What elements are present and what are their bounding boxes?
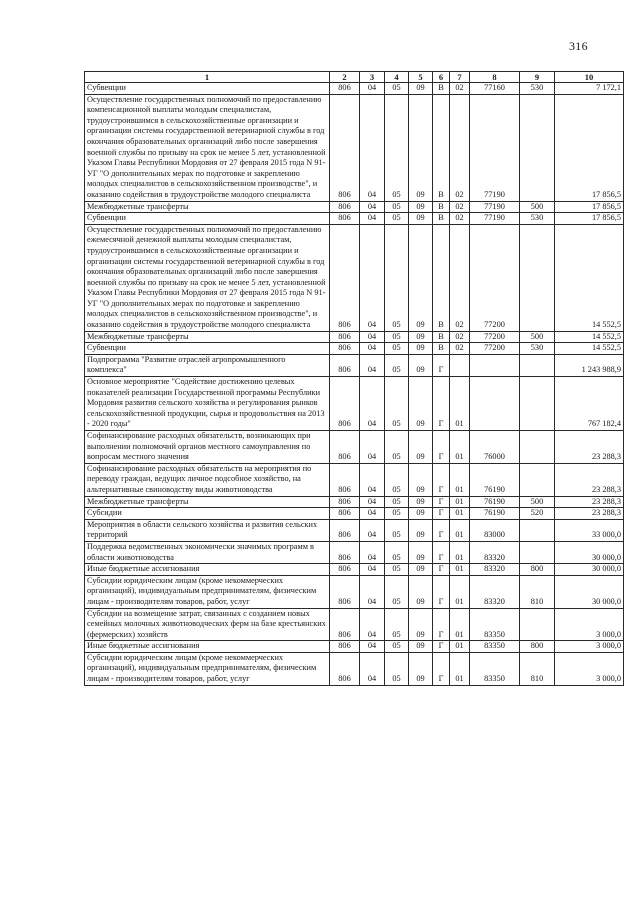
row-name-cell: Субсидии на возмещение затрат, связанных с созданием новых семейных молочных животноводческих ферм на базе крестьянских (фермерских) хозяйств	[85, 608, 330, 641]
column-header: 2	[330, 72, 360, 83]
column-header: 8	[470, 72, 520, 83]
expense-type-code-cell	[520, 541, 555, 563]
direction-code-cell: 76190	[470, 463, 520, 496]
amount-cell: 14 552,5	[555, 224, 624, 331]
grbs-code-cell: 806	[330, 652, 360, 685]
header-row	[85, 72, 624, 83]
program-code-cell: 09	[409, 331, 433, 343]
row-name-cell: Поддержка ведомственных экономически значимых программ в области животноводства	[85, 541, 330, 563]
subsection-code-cell: 05	[385, 652, 409, 685]
section-code-cell: 04	[360, 431, 385, 464]
grbs-code-cell: 806	[330, 508, 360, 520]
expense-type-code-cell: 530	[520, 83, 555, 95]
subprogram-code-cell: Г	[433, 519, 450, 541]
row-name-cell: Иные бюджетные ассигнования	[85, 641, 330, 653]
program-code-cell: 09	[409, 575, 433, 608]
subprogram-code-cell: В	[433, 343, 450, 355]
grbs-code-cell: 806	[330, 463, 360, 496]
expense-type-code-cell	[520, 608, 555, 641]
program-code-cell: 09	[409, 508, 433, 520]
subprogram-code-cell: Г	[433, 575, 450, 608]
amount-cell: 17 856,5	[555, 213, 624, 225]
grbs-code-cell: 806	[330, 94, 360, 201]
subprogram-code-cell: Г	[433, 541, 450, 563]
amount-cell: 33 000,0	[555, 519, 624, 541]
grbs-code-cell: 806	[330, 541, 360, 563]
subprogram-code-cell: В	[433, 224, 450, 331]
grbs-code-cell: 806	[330, 343, 360, 355]
amount-cell: 30 000,0	[555, 564, 624, 576]
event-code-cell: 01	[450, 463, 470, 496]
direction-code-cell: 83320	[470, 564, 520, 576]
amount-cell: 23 288,3	[555, 463, 624, 496]
grbs-code-cell: 806	[330, 201, 360, 213]
row-name-cell: Субвенции	[85, 83, 330, 95]
column-header: 3	[360, 72, 385, 83]
row-name-cell: Осуществление государственных полномочий по предоставлению компенсационной выплаты молодым специалистам, трудоустроившимся в сельскохозяйственные организации и организации системы государственной ветеринарной службы в год окончания образовательных организаций либо после завершения военной службы по призыву на срок не менее 5 лет, установленной Указом Главы Республики Мордовия от 27 февраля 2015 года N 91-УГ "О дополнительных мерах по подготовке и закреплению молодых специалистов в сельскохозяйственном производстве", и оказанию содействия в трудоустройстве молодого специалиста	[85, 94, 330, 201]
direction-code-cell: 77160	[470, 83, 520, 95]
expense-type-code-cell	[520, 377, 555, 431]
table-row	[85, 564, 624, 576]
column-header: 1	[85, 72, 330, 83]
row-name-cell: Осуществление государственных полномочий по предоставлению ежемесячной денежной выплаты молодым специалистам, трудоустроившимся в сельскохозяйственные организации и организации системы государственной ветеринарной службы в год окончания образовательных организаций либо после завершения военной службы по призыву на срок не менее 5 лет, установленной Указом Главы Республики Мордовия от 27 февраля 2015 года N 91-УГ "О дополнительных мерах по подготовке и закреплению молодых специалистов в сельскохозяйственном производстве", и оказанию содействия в трудоустройстве молодого специалиста	[85, 224, 330, 331]
event-code-cell: 01	[450, 652, 470, 685]
amount-cell: 1 243 988,9	[555, 354, 624, 376]
grbs-code-cell: 806	[330, 519, 360, 541]
event-code-cell: 02	[450, 213, 470, 225]
amount-cell: 23 288,3	[555, 508, 624, 520]
event-code-cell: 01	[450, 377, 470, 431]
section-code-cell: 04	[360, 652, 385, 685]
subsection-code-cell: 05	[385, 575, 409, 608]
subprogram-code-cell: Г	[433, 377, 450, 431]
event-code-cell: 02	[450, 201, 470, 213]
expense-type-code-cell: 530	[520, 343, 555, 355]
subsection-code-cell: 05	[385, 94, 409, 201]
table-body	[85, 83, 624, 686]
direction-code-cell	[470, 377, 520, 431]
direction-code-cell: 76190	[470, 496, 520, 508]
amount-cell: 17 856,5	[555, 201, 624, 213]
section-code-cell: 04	[360, 608, 385, 641]
amount-cell: 23 288,3	[555, 496, 624, 508]
table-row	[85, 575, 624, 608]
subprogram-code-cell: Г	[433, 431, 450, 464]
table-row	[85, 94, 624, 201]
expense-type-code-cell: 500	[520, 331, 555, 343]
section-code-cell: 04	[360, 213, 385, 225]
event-code-cell: 01	[450, 608, 470, 641]
program-code-cell: 09	[409, 377, 433, 431]
expense-type-code-cell	[520, 224, 555, 331]
subsection-code-cell: 05	[385, 377, 409, 431]
row-name-cell: Субсидии юридическим лицам (кроме некоммерческих организаций), индивидуальным предпринимателям, физическим лицам - производителям товаров, работ, услуг	[85, 575, 330, 608]
section-code-cell: 04	[360, 463, 385, 496]
amount-cell: 17 856,5	[555, 94, 624, 201]
expense-type-code-cell: 800	[520, 564, 555, 576]
expense-type-code-cell	[520, 94, 555, 201]
amount-cell: 7 172,1	[555, 83, 624, 95]
direction-code-cell: 83320	[470, 575, 520, 608]
event-code-cell: 02	[450, 83, 470, 95]
row-name-cell: Субвенции	[85, 213, 330, 225]
subsection-code-cell: 05	[385, 541, 409, 563]
table-row	[85, 519, 624, 541]
direction-code-cell: 77190	[470, 201, 520, 213]
amount-cell: 767 182,4	[555, 377, 624, 431]
program-code-cell: 09	[409, 354, 433, 376]
grbs-code-cell: 806	[330, 354, 360, 376]
section-code-cell: 04	[360, 94, 385, 201]
direction-code-cell: 76000	[470, 431, 520, 464]
expense-type-code-cell	[520, 354, 555, 376]
event-code-cell: 01	[450, 508, 470, 520]
section-code-cell: 04	[360, 541, 385, 563]
amount-cell: 23 288,3	[555, 431, 624, 464]
row-name-cell: Межбюджетные трансферты	[85, 201, 330, 213]
subsection-code-cell: 05	[385, 331, 409, 343]
row-name-cell: Межбюджетные трансферты	[85, 496, 330, 508]
column-header: 10	[555, 72, 624, 83]
subprogram-code-cell: Г	[433, 652, 450, 685]
section-code-cell: 04	[360, 496, 385, 508]
subsection-code-cell: 05	[385, 463, 409, 496]
grbs-code-cell: 806	[330, 224, 360, 331]
direction-code-cell: 77200	[470, 331, 520, 343]
event-code-cell	[450, 354, 470, 376]
subprogram-code-cell: Г	[433, 508, 450, 520]
direction-code-cell: 77190	[470, 94, 520, 201]
column-header: 5	[409, 72, 433, 83]
amount-cell: 30 000,0	[555, 575, 624, 608]
program-code-cell: 09	[409, 463, 433, 496]
budget-table	[84, 71, 624, 686]
table-row	[85, 541, 624, 563]
table-row	[85, 608, 624, 641]
event-code-cell: 01	[450, 641, 470, 653]
row-name-cell: Субвенции	[85, 343, 330, 355]
table-row	[85, 213, 624, 225]
table-row	[85, 354, 624, 376]
subprogram-code-cell: В	[433, 94, 450, 201]
row-name-cell: Мероприятия в области сельского хозяйства и развития сельских территорий	[85, 519, 330, 541]
table-row	[85, 431, 624, 464]
grbs-code-cell: 806	[330, 608, 360, 641]
subprogram-code-cell: Г	[433, 354, 450, 376]
expense-type-code-cell	[520, 463, 555, 496]
section-code-cell: 04	[360, 508, 385, 520]
direction-code-cell: 83320	[470, 541, 520, 563]
direction-code-cell: 77200	[470, 224, 520, 331]
row-name-cell: Субсидии	[85, 508, 330, 520]
row-name-cell: Софинансирование расходных обязательств, возникающих при выполнении полномочий органов местного самоуправления по вопросам местного значения	[85, 431, 330, 464]
program-code-cell: 09	[409, 641, 433, 653]
section-code-cell: 04	[360, 83, 385, 95]
event-code-cell: 02	[450, 224, 470, 331]
grbs-code-cell: 806	[330, 431, 360, 464]
section-code-cell: 04	[360, 201, 385, 213]
program-code-cell: 09	[409, 94, 433, 201]
program-code-cell: 09	[409, 201, 433, 213]
expense-type-code-cell: 520	[520, 508, 555, 520]
event-code-cell: 02	[450, 343, 470, 355]
direction-code-cell: 77200	[470, 343, 520, 355]
direction-code-cell: 83350	[470, 652, 520, 685]
table-row	[85, 83, 624, 95]
event-code-cell: 01	[450, 431, 470, 464]
direction-code-cell: 77190	[470, 213, 520, 225]
subsection-code-cell: 05	[385, 354, 409, 376]
direction-code-cell: 83350	[470, 608, 520, 641]
expense-type-code-cell	[520, 519, 555, 541]
amount-cell: 14 552,5	[555, 331, 624, 343]
event-code-cell: 01	[450, 575, 470, 608]
section-code-cell: 04	[360, 641, 385, 653]
subprogram-code-cell: Г	[433, 463, 450, 496]
subsection-code-cell: 05	[385, 431, 409, 464]
amount-cell: 3 000,0	[555, 652, 624, 685]
event-code-cell: 01	[450, 564, 470, 576]
subsection-code-cell: 05	[385, 213, 409, 225]
column-header: 6	[433, 72, 450, 83]
subsection-code-cell: 05	[385, 508, 409, 520]
table-row	[85, 377, 624, 431]
subsection-code-cell: 05	[385, 519, 409, 541]
grbs-code-cell: 806	[330, 331, 360, 343]
subprogram-code-cell: Г	[433, 496, 450, 508]
expense-type-code-cell: 530	[520, 213, 555, 225]
direction-code-cell	[470, 354, 520, 376]
program-code-cell: 09	[409, 224, 433, 331]
expense-type-code-cell	[520, 431, 555, 464]
program-code-cell: 09	[409, 564, 433, 576]
event-code-cell: 02	[450, 94, 470, 201]
subsection-code-cell: 05	[385, 564, 409, 576]
subsection-code-cell: 05	[385, 343, 409, 355]
section-code-cell: 04	[360, 224, 385, 331]
grbs-code-cell: 806	[330, 641, 360, 653]
subprogram-code-cell: Г	[433, 564, 450, 576]
subsection-code-cell: 05	[385, 83, 409, 95]
expense-type-code-cell: 500	[520, 201, 555, 213]
subprogram-code-cell: Г	[433, 608, 450, 641]
event-code-cell: 01	[450, 541, 470, 563]
program-code-cell: 09	[409, 213, 433, 225]
column-header: 4	[385, 72, 409, 83]
row-name-cell: Межбюджетные трансферты	[85, 331, 330, 343]
expense-type-code-cell: 800	[520, 641, 555, 653]
table-row	[85, 508, 624, 520]
row-name-cell: Иные бюджетные ассигнования	[85, 564, 330, 576]
direction-code-cell: 83350	[470, 641, 520, 653]
direction-code-cell: 83000	[470, 519, 520, 541]
section-code-cell: 04	[360, 343, 385, 355]
subsection-code-cell: 05	[385, 224, 409, 331]
subprogram-code-cell: В	[433, 331, 450, 343]
table-row	[85, 463, 624, 496]
event-code-cell: 01	[450, 496, 470, 508]
program-code-cell: 09	[409, 652, 433, 685]
grbs-code-cell: 806	[330, 575, 360, 608]
section-code-cell: 04	[360, 377, 385, 431]
table-row	[85, 224, 624, 331]
program-code-cell: 09	[409, 608, 433, 641]
subsection-code-cell: 05	[385, 608, 409, 641]
section-code-cell: 04	[360, 354, 385, 376]
subprogram-code-cell: В	[433, 201, 450, 213]
direction-code-cell: 76190	[470, 508, 520, 520]
amount-cell: 30 000,0	[555, 541, 624, 563]
grbs-code-cell: 806	[330, 564, 360, 576]
row-name-cell: Софинансирование расходных обязательств на мероприятия по переводу граждан, ведущих личное подсобное хозяйство, на альтернативные свиноводству виды животноводства	[85, 463, 330, 496]
subprogram-code-cell: В	[433, 83, 450, 95]
table-row	[85, 201, 624, 213]
section-code-cell: 04	[360, 331, 385, 343]
grbs-code-cell: 806	[330, 377, 360, 431]
section-code-cell: 04	[360, 575, 385, 608]
program-code-cell: 09	[409, 541, 433, 563]
grbs-code-cell: 806	[330, 496, 360, 508]
table-row	[85, 496, 624, 508]
table-row	[85, 343, 624, 355]
subprogram-code-cell: В	[433, 213, 450, 225]
grbs-code-cell: 806	[330, 83, 360, 95]
program-code-cell: 09	[409, 519, 433, 541]
subsection-code-cell: 05	[385, 496, 409, 508]
subsection-code-cell: 05	[385, 201, 409, 213]
expense-type-code-cell: 810	[520, 652, 555, 685]
amount-cell: 3 000,0	[555, 641, 624, 653]
amount-cell: 3 000,0	[555, 608, 624, 641]
table-row	[85, 331, 624, 343]
grbs-code-cell: 806	[330, 213, 360, 225]
page-number: 316	[569, 39, 588, 53]
program-code-cell: 09	[409, 83, 433, 95]
event-code-cell: 02	[450, 331, 470, 343]
expense-type-code-cell: 810	[520, 575, 555, 608]
section-code-cell: 04	[360, 564, 385, 576]
table-row	[85, 652, 624, 685]
program-code-cell: 09	[409, 496, 433, 508]
subprogram-code-cell: Г	[433, 641, 450, 653]
program-code-cell: 09	[409, 343, 433, 355]
amount-cell: 14 552,5	[555, 343, 624, 355]
event-code-cell: 01	[450, 519, 470, 541]
row-name-cell: Подпрограмма "Развитие отраслей агропромышленного комплекса"	[85, 354, 330, 376]
column-header: 9	[520, 72, 555, 83]
row-name-cell: Субсидии юридическим лицам (кроме некоммерческих организаций), индивидуальным предпринимателям, физическим лицам - производителям товаров, работ, услуг	[85, 652, 330, 685]
row-name-cell: Основное мероприятие "Содействие достижению целевых показателей реализации Государственной программы Республики Мордовия развития сельского хозяйства и регулирования рынков сельскохозяйственной продукции, сырья и продовольствия на 2013 - 2020 годы"	[85, 377, 330, 431]
subsection-code-cell: 05	[385, 641, 409, 653]
program-code-cell: 09	[409, 431, 433, 464]
table-row	[85, 641, 624, 653]
expense-type-code-cell: 500	[520, 496, 555, 508]
section-code-cell: 04	[360, 519, 385, 541]
column-header: 7	[450, 72, 470, 83]
